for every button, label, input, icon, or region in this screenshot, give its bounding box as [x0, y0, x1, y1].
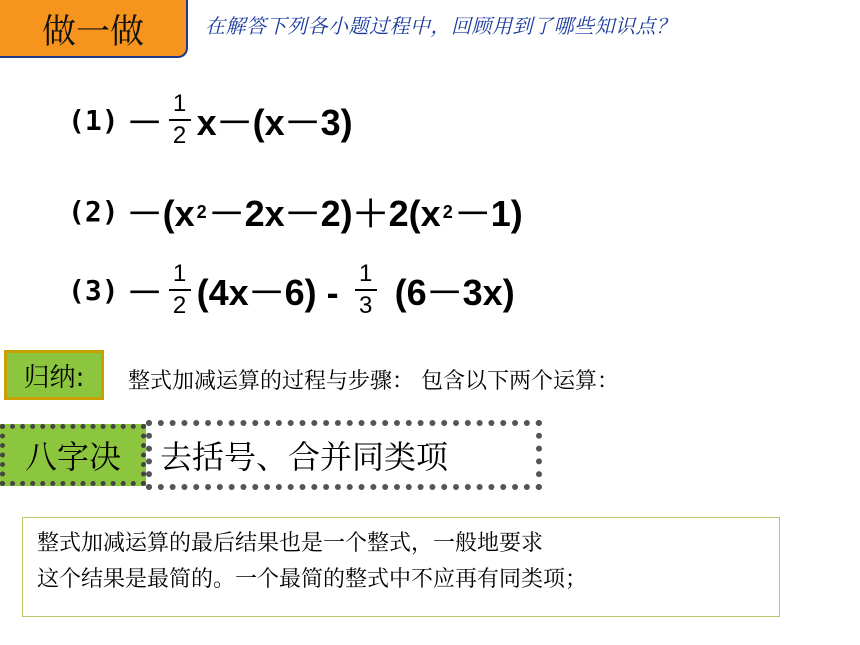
- fraction-numerator: 1: [358, 260, 373, 287]
- problem-3-label: (3): [68, 273, 119, 307]
- section-title-box: [0, 0, 188, 58]
- problem-3-fraction-2: [355, 262, 377, 318]
- rule-label-box: [0, 424, 146, 486]
- problem-3-mid: (4x－6) -: [196, 271, 339, 313]
- fraction-denominator: 2: [172, 122, 187, 149]
- note-line-1: 整式加减运算的最后结果也是一个整式，一般地要求: [37, 531, 544, 556]
- summary-label-box: [4, 350, 104, 400]
- rule-text: 去括号、合并同类项: [160, 438, 449, 476]
- problem-1-prefix: －: [126, 101, 163, 143]
- problem-1-fraction: [169, 92, 191, 148]
- fraction-denominator: 3: [358, 292, 373, 319]
- problem-1-label: (1): [68, 103, 119, 137]
- summary-label: 归纳:: [23, 362, 85, 393]
- problem-3-prefix: －: [126, 271, 163, 313]
- summary-text: 整式加减运算的过程与步骤： 包含以下两个运算：: [128, 369, 619, 394]
- problem-1-rest: x－(x－3): [196, 101, 353, 143]
- problem-2-label: (2): [68, 195, 119, 228]
- problem-3: [68, 262, 515, 318]
- header-question: 在解答下列各小题过程中，回顾用到了哪些知识点？: [205, 16, 677, 38]
- note-box: [22, 517, 780, 617]
- problem-2-part-3: －1): [454, 193, 523, 234]
- problem-1: [68, 92, 353, 148]
- problem-2-part-2: －2x－2)＋2(x: [208, 193, 441, 234]
- problem-2-part-1: －(x: [126, 193, 195, 234]
- section-title: 做一做: [42, 11, 144, 52]
- problem-2: (2) －(x 2 －2x－2)＋2(x 2 －1): [68, 186, 523, 237]
- problem-3-fraction-1: [169, 262, 191, 318]
- fraction-numerator: 1: [172, 90, 187, 117]
- fraction-denominator: 2: [172, 292, 187, 319]
- fraction-numerator: 1: [172, 260, 187, 287]
- note-line-2: 这个结果是最简的。一个最简的整式中不应再有同类项；: [37, 567, 588, 592]
- rule-label: 八字决: [24, 438, 121, 476]
- rule-text-box: [146, 420, 542, 490]
- problem-3-rest: (6－3x): [394, 271, 515, 313]
